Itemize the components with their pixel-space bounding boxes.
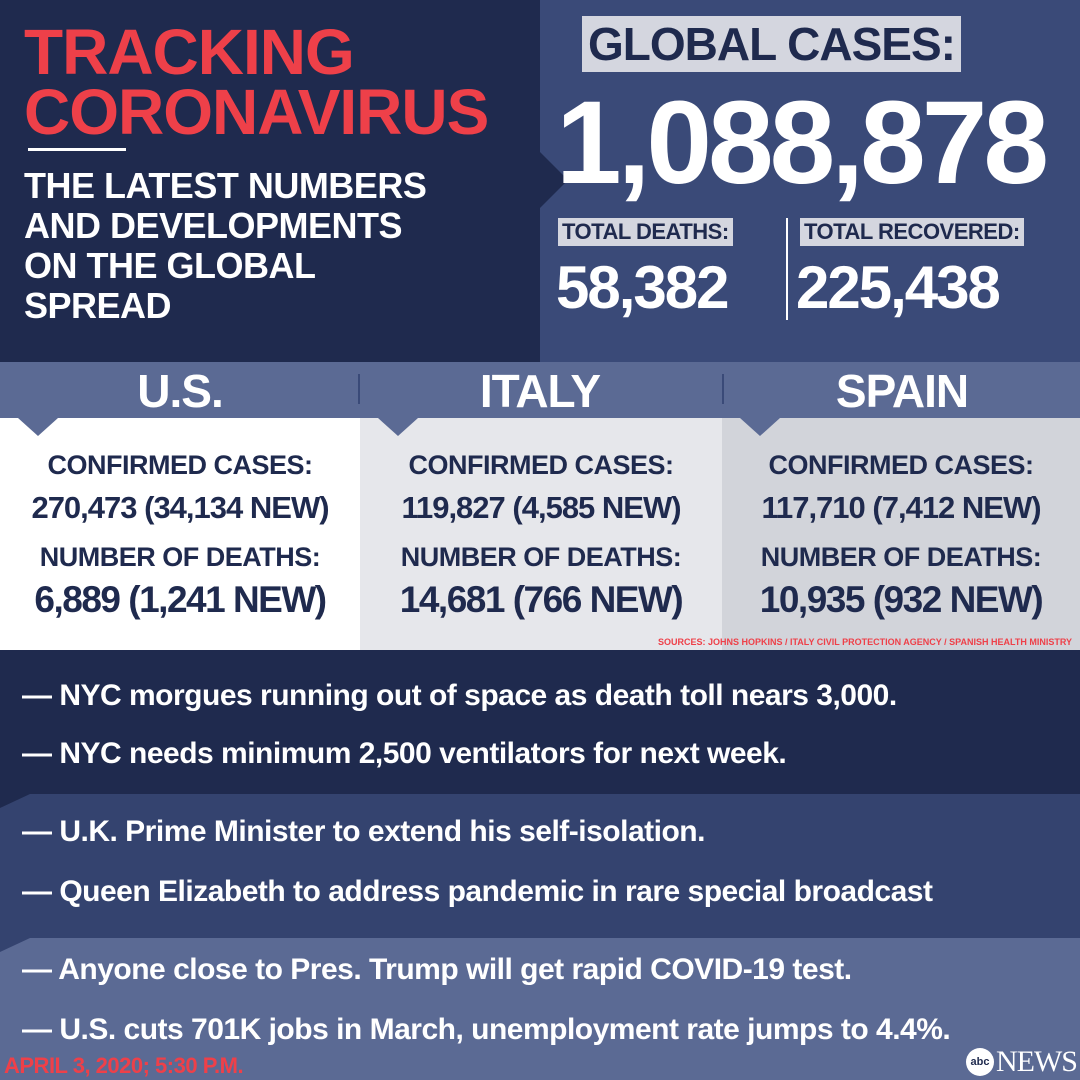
panel-notch [378,418,418,436]
band-notch [0,794,30,808]
page-subtitle [24,166,426,326]
global-cases-label: GLOBAL CASES: [582,16,961,72]
subtitle-line-2: AND DEVELOPMENTS [24,205,403,246]
spain-cases-label: CONFIRMED CASES: [768,450,1034,480]
italy-cases-value: 119,827 (4,585 NEW) [401,490,681,525]
news-item: — Anyone close to Pres. Trump will get rapid COVID-19 test. [22,953,852,986]
us-deaths-label: NUMBER OF DEATHS: [39,542,321,572]
italy-deaths-label: NUMBER OF DEATHS: [400,542,682,572]
us-deaths-value: 6,889 (1,241 NEW) [34,579,326,620]
news-item: — NYC morgues running out of space as death toll nears 3,000. [22,679,897,712]
global-cases-value: 1,088,878 [556,77,1045,209]
news-item: — U.K. Prime Minister to extend his self-isolation. [22,815,705,848]
abc-logo-icon: abc [966,1048,994,1076]
sources-note: SOURCES: JOHNS HOPKINS / ITALY CIVIL PROTECTION AGENCY / SPANISH HEALTH MINISTRY [657,637,1072,647]
italy-deaths-value: 14,681 (766 NEW) [399,579,683,620]
country-name-spain: SPAIN [835,365,969,417]
timestamp: APRIL 3, 2020; 5:30 P.M. [4,1053,244,1078]
us-cases-value: 270,473 (34,134 NEW) [31,490,329,525]
page-title [24,16,489,148]
country-name-italy: ITALY [479,365,601,417]
total-deaths-value: 58,382 [556,254,728,321]
news-item: — NYC needs minimum 2,500 ventilators for next week. [22,737,787,770]
spain-deaths-label: NUMBER OF DEATHS: [760,542,1042,572]
italy-cases-label: CONFIRMED CASES: [408,450,674,480]
title-line-1: TRACKING [24,16,354,88]
panel-notch [18,418,58,436]
news-wordmark: NEWS [996,1045,1077,1078]
subtitle-line-1: THE LATEST NUMBERS [24,165,427,206]
spain-cases-value: 117,710 (7,412 NEW) [761,490,1041,525]
us-cases-label: CONFIRMED CASES: [47,450,313,480]
country-name-us: U.S. [137,365,223,417]
stat-divider [786,218,788,320]
title-divider [28,148,126,151]
subtitle-line-4: SPREAD [24,285,172,326]
total-recovered-label: TOTAL RECOVERED: [800,218,1024,246]
news-item: — Queen Elizabeth to address pandemic in rare special broadcast [22,875,933,908]
panel-notch [740,418,780,436]
news-item: — U.S. cuts 701K jobs in March, unemployment rate jumps to 4.4%. [22,1013,951,1046]
total-recovered-value: 225,438 [796,254,999,321]
spain-deaths-value: 10,935 (932 NEW) [759,579,1043,620]
subtitle-line-3: ON THE GLOBAL [24,245,316,286]
title-line-2: CORONAVIRUS [24,76,489,148]
total-deaths-label: TOTAL DEATHS: [558,218,733,246]
